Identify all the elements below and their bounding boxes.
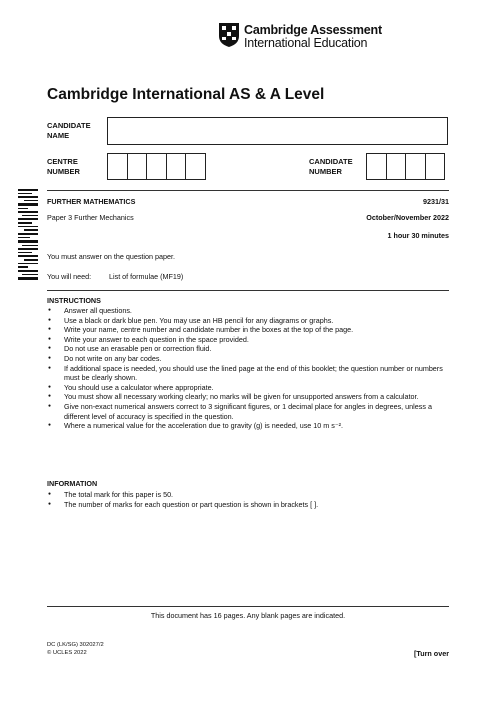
dc-code: DC (LK/SG) 302027/2 [47,642,104,648]
instruction-text: Answer all questions. [64,306,132,315]
instruction-text: Give non-exact numerical answers correct to 3 significant figures, or 1 decimal place for angles in degrees, unless a different level of accuracy is specified in the question. [64,401,432,421]
qualification-title: Cambridge International AS & A Level [47,86,325,103]
information-item [47,490,452,500]
instruction-text: If additional space is needed, you should use the lined page at the end of this booklet; the question number or numbers must be clearly shown. [64,363,443,383]
need-label: You will need: [47,272,92,281]
candidate-name-label [47,121,91,141]
centre-number-label-line-2: NUMBER [47,167,80,176]
instructions-list [47,306,452,431]
instruction-text: You must show all necessary working clearly; no marks will be given for unsupported answers from a calculator. [64,392,419,402]
need-item: List of formulae (MF19) [109,272,184,281]
turn-over-note: [Turn over [413,649,449,658]
instruction-item [47,325,452,335]
instruction-item [47,421,452,431]
shield-icon [218,22,240,48]
instruction-text: Write your name, centre number and candidate number in the boxes at the top of the page. [64,325,354,335]
information-text: The total mark for this paper is 50. [64,490,174,499]
candidate-number-digit-box[interactable] [425,153,446,180]
exam-duration: 1 hour 30 minutes [387,231,449,240]
centre-number-digit-box[interactable] [146,153,167,180]
instruction-item [47,392,452,402]
instruction-item [47,402,452,421]
instruction-item [47,383,452,393]
candidate-number-label [309,157,353,177]
instruction-item [47,354,452,364]
instruction-item [47,344,452,354]
divider-line [47,190,449,191]
candidate-number-boxes[interactable] [366,153,444,180]
candidate-number-label-line-1: CANDIDATE [309,157,353,166]
centre-number-boxes[interactable] [107,153,205,180]
barcode-graphic [18,188,38,282]
instruction-text: Do not use an erasable pen or correction fluid. [64,344,212,354]
centre-number-digit-box[interactable] [107,153,128,180]
cambridge-logo [218,22,382,50]
footer-divider-line [47,606,449,607]
centre-number-label-line-1: CENTRE [47,157,78,166]
divider-line [47,290,449,291]
centre-number-label [47,157,80,177]
logo-line-1: Cambridge Assessment [244,23,382,37]
information-heading: INFORMATION [47,479,98,488]
answer-note: You must answer on the question paper. [47,252,175,261]
paper-name: Paper 3 Further Mechanics [47,213,134,222]
pages-note: This document has 16 pages. Any blank pages are indicated. [150,611,346,620]
candidate-name-label-line-2: NAME [47,131,70,140]
paper-code: 9231/31 [423,197,449,206]
information-list [47,490,452,509]
copyright: © UCLES 2022 [47,650,87,656]
candidate-number-digit-box[interactable] [405,153,426,180]
instructions-heading: INSTRUCTIONS [47,296,101,305]
instruction-item [47,316,452,326]
instruction-item [47,306,452,316]
instruction-text: Use a black or dark blue pen. You may use an HB pencil for any diagrams or graphs. [64,315,334,325]
centre-number-digit-box[interactable] [166,153,187,180]
instruction-text: You should use a calculator where appropriate. [64,382,214,392]
centre-number-digit-box[interactable] [185,153,206,180]
candidate-number-digit-box[interactable] [386,153,407,180]
subject-name: FURTHER MATHEMATICS [47,197,136,206]
candidate-number-label-line-2: NUMBER [309,167,342,176]
candidate-number-digit-box[interactable] [366,153,387,180]
instruction-text: Write your answer to each question in the space provided. [64,334,249,344]
logo-line-2: International Education [244,36,368,50]
exam-session: October/November 2022 [366,213,449,222]
instruction-text: Where a numerical value for the acceleration due to gravity (g) is needed, use 10 m s⁻². [64,421,344,431]
candidate-name-box[interactable] [107,117,448,145]
information-item [47,500,452,510]
instruction-item [47,364,452,383]
information-text: The number of marks for each question or part question is shown in brackets [ ]. [64,499,319,509]
instruction-text: Do not write on any bar codes. [64,353,162,363]
instruction-item [47,335,452,345]
candidate-name-label-line-1: CANDIDATE [47,121,91,130]
centre-number-digit-box[interactable] [127,153,148,180]
